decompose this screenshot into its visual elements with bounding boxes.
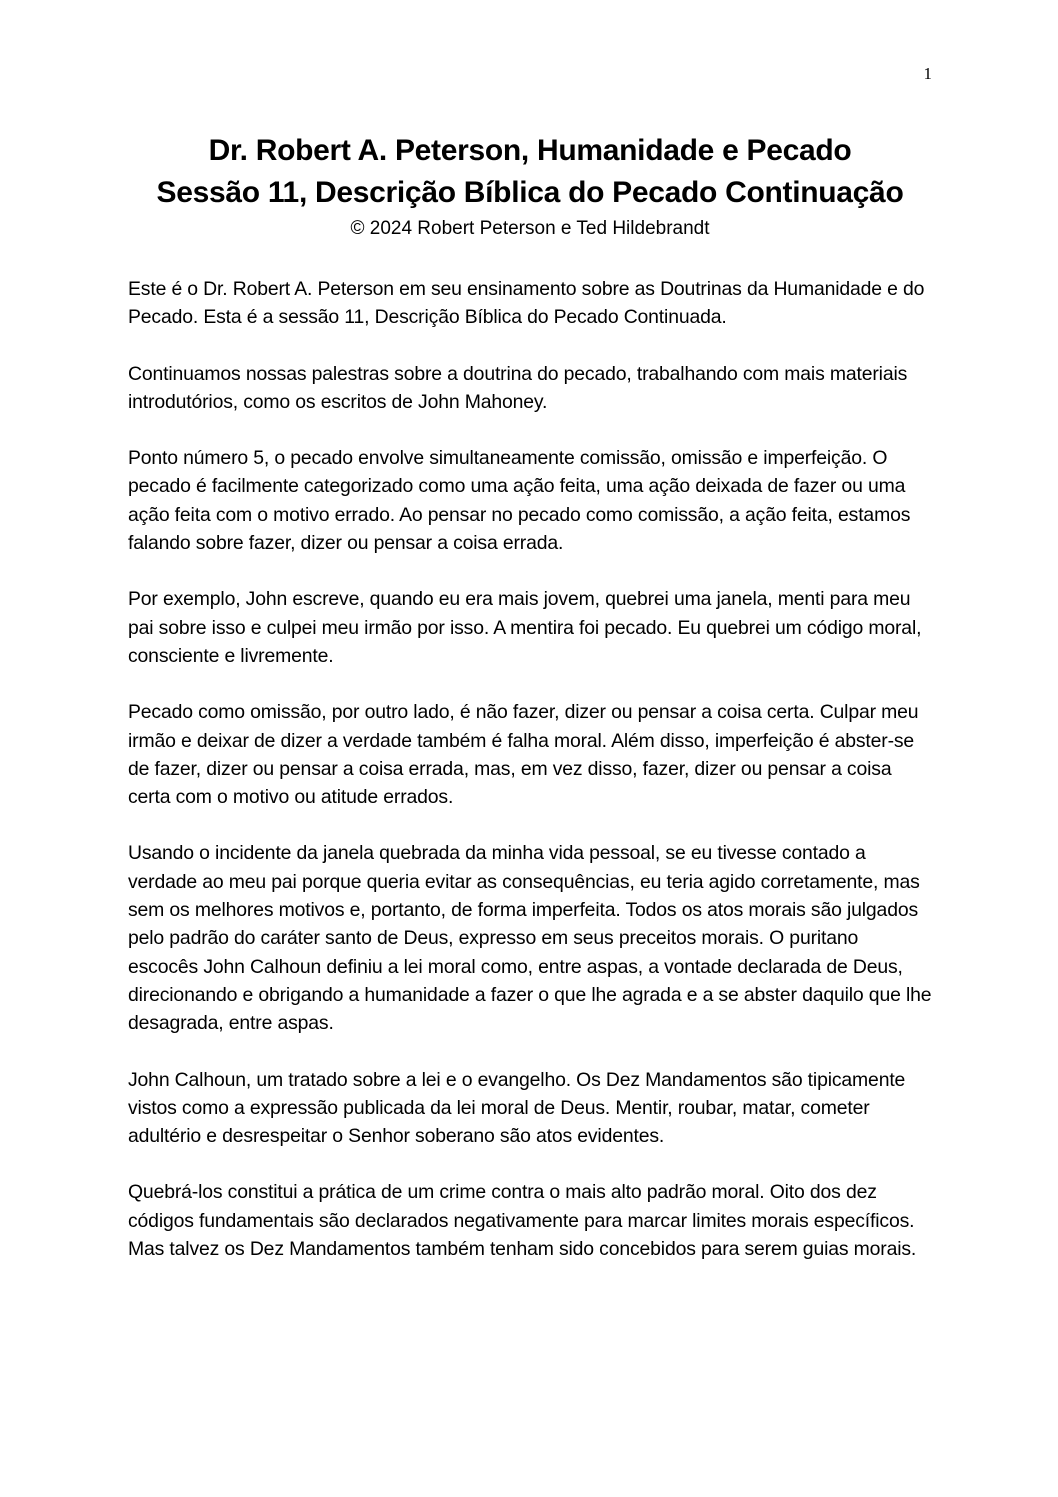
paragraph-1: Este é o Dr. Robert A. Peterson em seu ensinamento sobre as Doutrinas da Humanidade e do Pecado. Esta é a sessão 11, Descrição Bíblica do Pecado Continuada. bbox=[128, 278, 925, 329]
paragraph-6: Usando o incidente da janela quebrada da minha vida pessoal, se eu tivesse contado a verdade ao meu pai porque queria evitar as consequências, eu teria agido corretamente, mas sem os melhores motivos e, portanto, de forma imperfeita. Todos os atos morais são julgados pelo padrão do caráter santo de Deus, expresso em seus preceitos morais. O puritano escocês John Calhoun definiu a lei moral como, entre aspas, a vontade declarada de Deus, direcionando e obrigando a humanidade a fazer o que lhe agrada e a se abster daquilo que lhe desagrada, entre aspas. bbox=[128, 842, 932, 1035]
page-number: 1 bbox=[923, 64, 932, 83]
document-title-line-2: Sessão 11, Descrição Bíblica do Pecado Continuação bbox=[156, 176, 904, 209]
document-header bbox=[110, 130, 950, 242]
document-body bbox=[128, 275, 933, 1291]
paragraph-3: Ponto número 5, o pecado envolve simultaneamente comissão, omissão e imperfeição. O pecado é facilmente categorizado como uma ação feita, uma ação deixada de fazer ou uma ação feita com o motivo errado. Ao pensar no pecado como comissão, a ação feita, estamos falando sobre fazer, dizer ou pensar a coisa errada. bbox=[128, 447, 911, 555]
copyright-notice: © 2024 Robert Peterson e Ted Hildebrandt bbox=[350, 218, 710, 239]
document-title-line-1: Dr. Robert A. Peterson, Humanidade e Pecado bbox=[208, 134, 852, 167]
paragraph-8: Quebrá-los constitui a prática de um crime contra o mais alto padrão moral. Oito dos dez códigos fundamentais são declarados negativamente para marcar limites morais específicos. Mas talvez os Dez Mandamentos também tenham sido concebidos para serem guias morais. bbox=[128, 1181, 917, 1261]
paragraph-7: John Calhoun, um tratado sobre a lei e o evangelho. Os Dez Mandamentos são tipicamente vistos como a expressão publicada da lei moral de Deus. Mentir, roubar, matar, cometer adultério e desrespeitar o Senhor soberano são atos evidentes. bbox=[128, 1068, 906, 1148]
paragraph-4: Por exemplo, John escreve, quando eu era mais jovem, quebrei uma janela, menti para meu pai sobre isso e culpei meu irmão por isso. A mentira foi pecado. Eu quebrei um código moral, consciente e livremente. bbox=[128, 588, 922, 667]
paragraph-2: Continuamos nossas palestras sobre a doutrina do pecado, trabalhando com mais materiais introdutórios, como os escritos de John Mahoney. bbox=[128, 362, 908, 413]
paragraph-5: Pecado como omissão, por outro lado, é não fazer, dizer ou pensar a coisa certa. Culpar meu irmão e deixar de dizer a verdade também é falha moral. Além disso, imperfeição é abster-se de fazer, dizer ou pensar a coisa errada, mas, em vez disso, fazer, dizer ou pensar a coisa certa com o motivo ou atitude errados. bbox=[128, 701, 919, 809]
